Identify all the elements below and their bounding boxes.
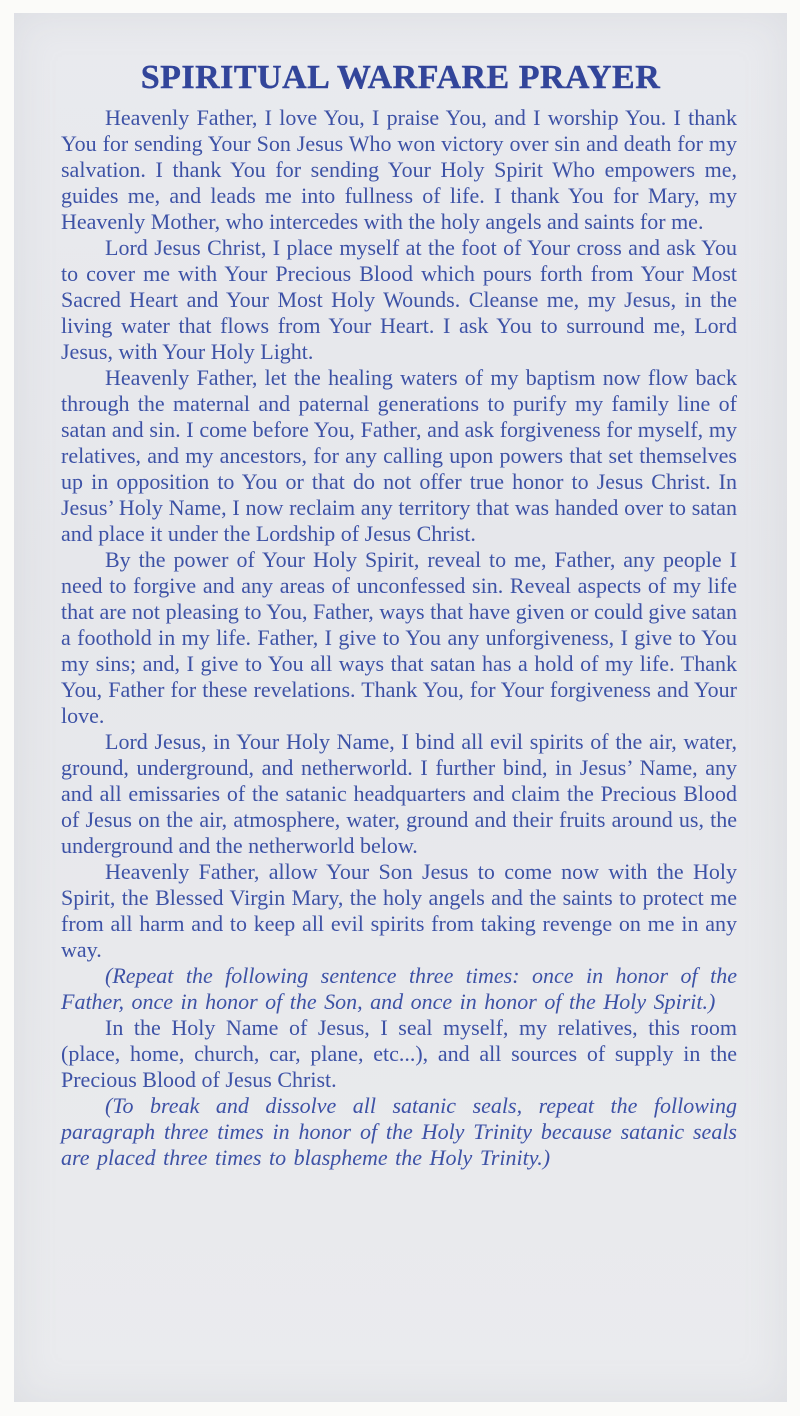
prayer-paragraph: Lord Jesus, in Your Holy Name, I bind all evil spirits of the air, water, ground, underground, and netherworld. I further bind, in Jesus’ Name, any and all emissaries of the satanic headquarters and claim the Precious Blood of Jesus on the air, atmosphere, water, ground and their fruits around us, the underground and the netherworld below. [61, 729, 737, 858]
prayer-paragraph: In the Holy Name of Jesus, I seal myself, my relatives, this room (place, home, church, car, plane, etc...), and all sources of supply in the Precious Blood of Jesus Christ. [61, 1015, 737, 1092]
prayer-card [14, 13, 787, 1402]
prayer-paragraph: Lord Jesus Christ, I place myself at the foot of Your cross and ask You to cover me with Your Precious Blood which pours forth from Your Most Sacred Heart and Your Most Holy Wounds. Cleanse me, my Jesus, in the living water that flows from Your Heart. I ask You to surround me, Lord Jesus, with Your Holy Light. [61, 235, 737, 364]
prayer-instruction-paragraph: (To break and dissolve all satanic seals, repeat the following paragraph three times in honor of the Holy Trinity because satanic seals are placed three times to blaspheme the Holy Trinity.) [61, 1093, 737, 1170]
prayer-paragraph: By the power of Your Holy Spirit, reveal to me, Father, any people I need to forgive and any areas of unconfessed sin. Reveal aspects of my life that are not pleasing to You, Father, ways that have given or could give satan a foothold in my life. Father, I give to You any unforgiveness, I give to You my sins; and, I give to You all ways that satan has a hold of my life. Thank You, Father for these revelations. Thank You, for Your forgiveness and Your love. [61, 547, 737, 728]
prayer-instruction-paragraph: (Repeat the following sentence three times: once in honor of the Father, once in honor of the Son, and once in honor of the Holy Spirit.) [61, 963, 737, 1014]
prayer-body [14, 105, 787, 1171]
page-title: SPIRITUAL WARFARE PRAYER [140, 59, 661, 96]
prayer-paragraph: Heavenly Father, allow Your Son Jesus to come now with the Holy Spirit, the Blessed Virgin Mary, the holy angels and the saints to protect me from all harm and to keep all evil spirits from taking revenge on me in any way. [61, 859, 737, 962]
prayer-paragraph: Heavenly Father, I love You, I praise You, and I worship You. I thank You for sending Your Son Jesus Who won victory over sin and death for my salvation. I thank You for sending Your Holy Spirit Who empowers me, guides me, and leads me into fullness of life. I thank You for Mary, my Heavenly Mother, who intercedes with the holy angels and saints for me. [61, 105, 737, 234]
prayer-paragraph: Heavenly Father, let the healing waters of my baptism now flow back through the maternal and paternal generations to purify my family line of satan and sin. I come before You, Father, and ask forgiveness for myself, my relatives, and my ancestors, for any calling upon powers that set themselves up in opposition to You or that do not offer true honor to Jesus Christ. In Jesus’ Holy Name, I now reclaim any territory that was handed over to satan and place it under the Lordship of Jesus Christ. [61, 365, 737, 546]
